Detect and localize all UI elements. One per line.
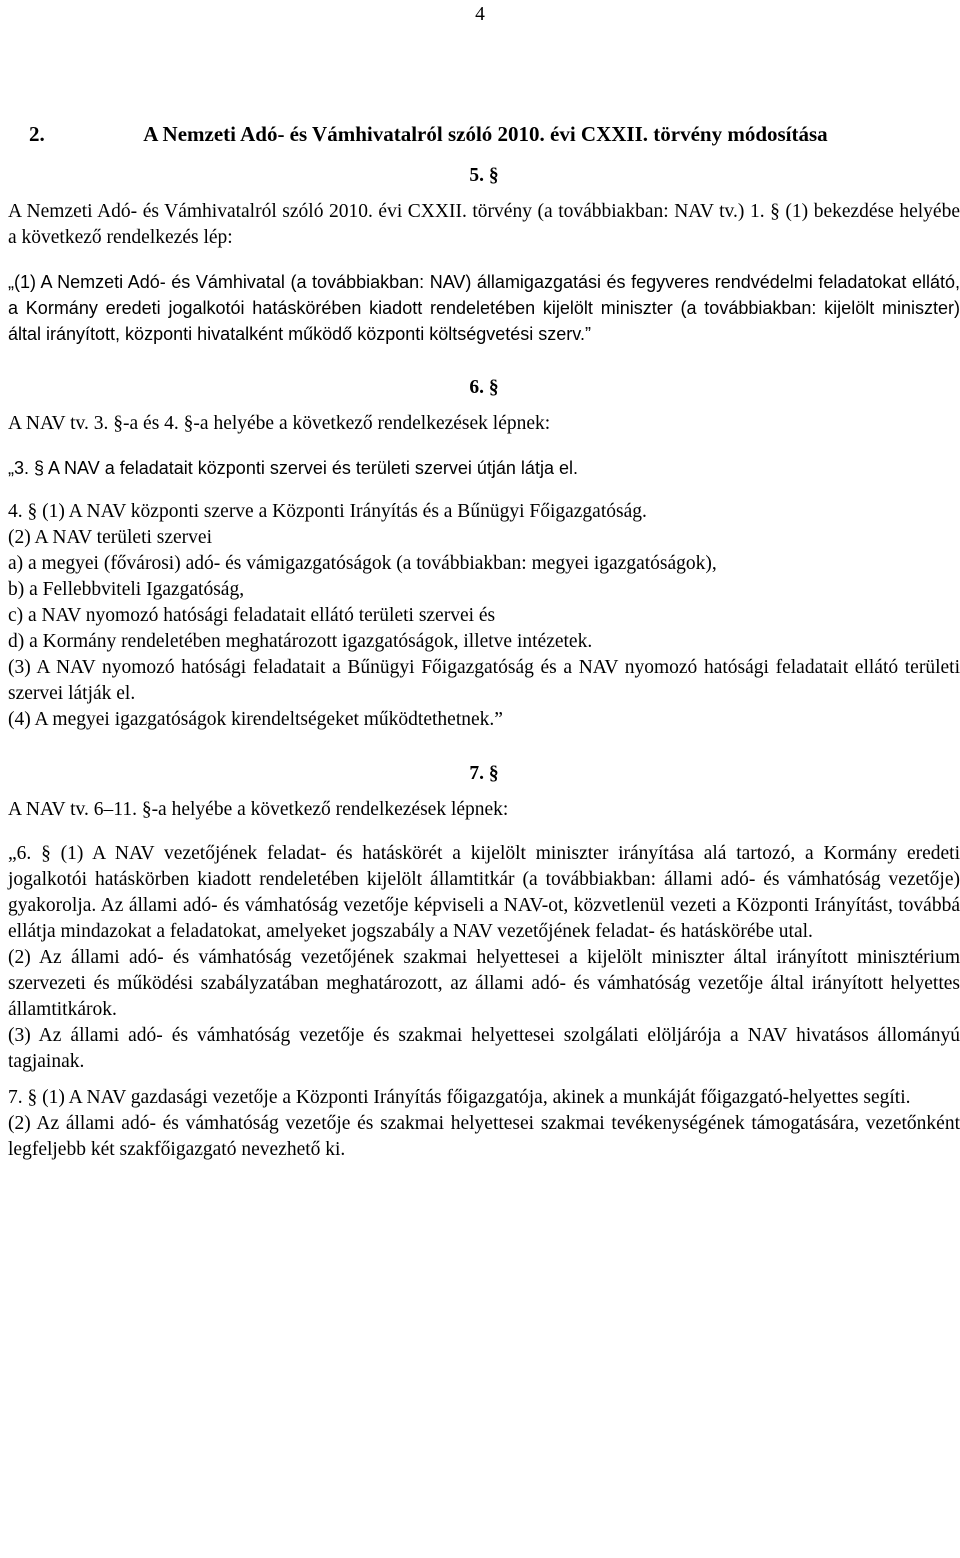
section-5-intro: A Nemzeti Adó- és Vámhivatalról szóló 2010. évi CXXII. törvény (a továbbiakban: NAV tv.) 1. § (1) bekezdése helyébe a következő rendelkezés lép: — [8, 201, 960, 248]
section-6-intro: A NAV tv. 3. §-a és 4. §-a helyébe a következő rendelkezések lépnek: — [8, 413, 551, 434]
section-7-intro: A NAV tv. 6–11. §-a helyébe a következő rendelkezések lépnek: — [8, 799, 509, 820]
section-7-paragraph-6-1: „6. § (1) A NAV vezetőjének feladat- és hatáskörét a kijelölt miniszter irányítása alá tartozó, a Kormány eredeti jogalkotói hatáskörben kiadott rendeletében kijelölt államtitkár (a továbbiakban: állami adó- és vámhatóság vezetője) gyakorolja. Az állami adó- és vámhatóság vezetője képviseli a NAV-ot, közvetlenül vezeti a Központi Irányítást, továbbá ellátja mindazokat a feladatokat, amelyeket jogszabály a NAV vezetőjének feladat- és hatáskörébe utal. — [8, 843, 960, 942]
section-6-paragraph-4-1: 4. § (1) A NAV központi szerve a Központi Irányítás és a Bűnügyi Főigazgatóság. — [8, 501, 647, 522]
section-6-point-a: a) a megyei (fővárosi) adó- és vámigazgatóságok (a továbbiakban: megyei igazgatóságok), — [8, 553, 717, 574]
section-6-point-c: c) a NAV nyomozó hatósági feladatait ellátó területi szervei és — [8, 605, 496, 626]
section-7-paragraph-6-2: (2) Az állami adó- és vámhatóság vezetőjének szakmai helyettesei a kijelölt miniszter által irányított minisztérium szervezeti és működési szabályzatában meghatározott, az állami adó- és vámhatóság vezetője által irányított helyettes államtitkárok. — [8, 947, 960, 1020]
section-7-label: 7. § — [469, 763, 499, 784]
section-7-paragraph-7-2: (2) Az állami adó- és vámhatóság vezetője és szakmai helyettesei szakmai tevékenységének támogatására, vezetőnként legfeljebb két szakfőigazgató nevezhető ki. — [8, 1113, 960, 1160]
section-6-paragraph-4-4: (4) A megyei igazgatóságok kirendeltségeket működtethetnek.” — [8, 709, 503, 730]
chapter-number: 2. — [29, 122, 45, 146]
section-6-point-d: d) a Kormány rendeletében meghatározott igazgatóságok, illetve intézetek. — [8, 631, 593, 652]
section-6-label: 6. § — [469, 377, 499, 398]
chapter-heading — [29, 118, 942, 150]
section-7-paragraph-7-1: 7. § (1) A NAV gazdasági vezetője a Központi Irányítás főigazgatója, akinek a munkáját főigazgató-helyettes segíti. — [8, 1087, 911, 1108]
document-body — [8, 118, 960, 1163]
section-5-label: 5. § — [469, 165, 499, 186]
chapter-title: A Nemzeti Adó- és Vámhivatalról szóló 2010. évi CXXII. törvény módosítása — [143, 122, 828, 146]
section-6-point-b: b) a Fellebbviteli Igazgatóság, — [8, 579, 245, 600]
section-6-paragraph-4-2: (2) A NAV területi szervei — [8, 527, 212, 548]
section-5-quote: „(1) A Nemzeti Adó- és Vámhivatal (a továbbiakban: NAV) államigazgatási és fegyveres rendvédelmi feladatokat ellátó, a Kormány eredeti jogalkotói hatáskörében kiadott rendeletében kijelölt miniszter (a továbbiakban: kijelölt miniszter) által irányított, központi hivatalként működő központi költségvetési szerv.” — [8, 272, 960, 344]
page-number: 4 — [475, 4, 485, 25]
section-6-paragraph-3: „3. § A NAV a feladatait központi szervei és területi szervei útján látja el. — [8, 458, 578, 478]
section-6-paragraph-4-3: (3) A NAV nyomozó hatósági feladatait a Bűnügyi Főigazgatóság és a NAV nyomozó hatósági feladatait ellátó területi szervei látják el. — [8, 657, 960, 704]
section-7-paragraph-6-3: (3) Az állami adó- és vámhatóság vezetője és szakmai helyettesei szolgálati elöljárója a NAV hivatásos állományú tagjainak. — [8, 1025, 960, 1072]
